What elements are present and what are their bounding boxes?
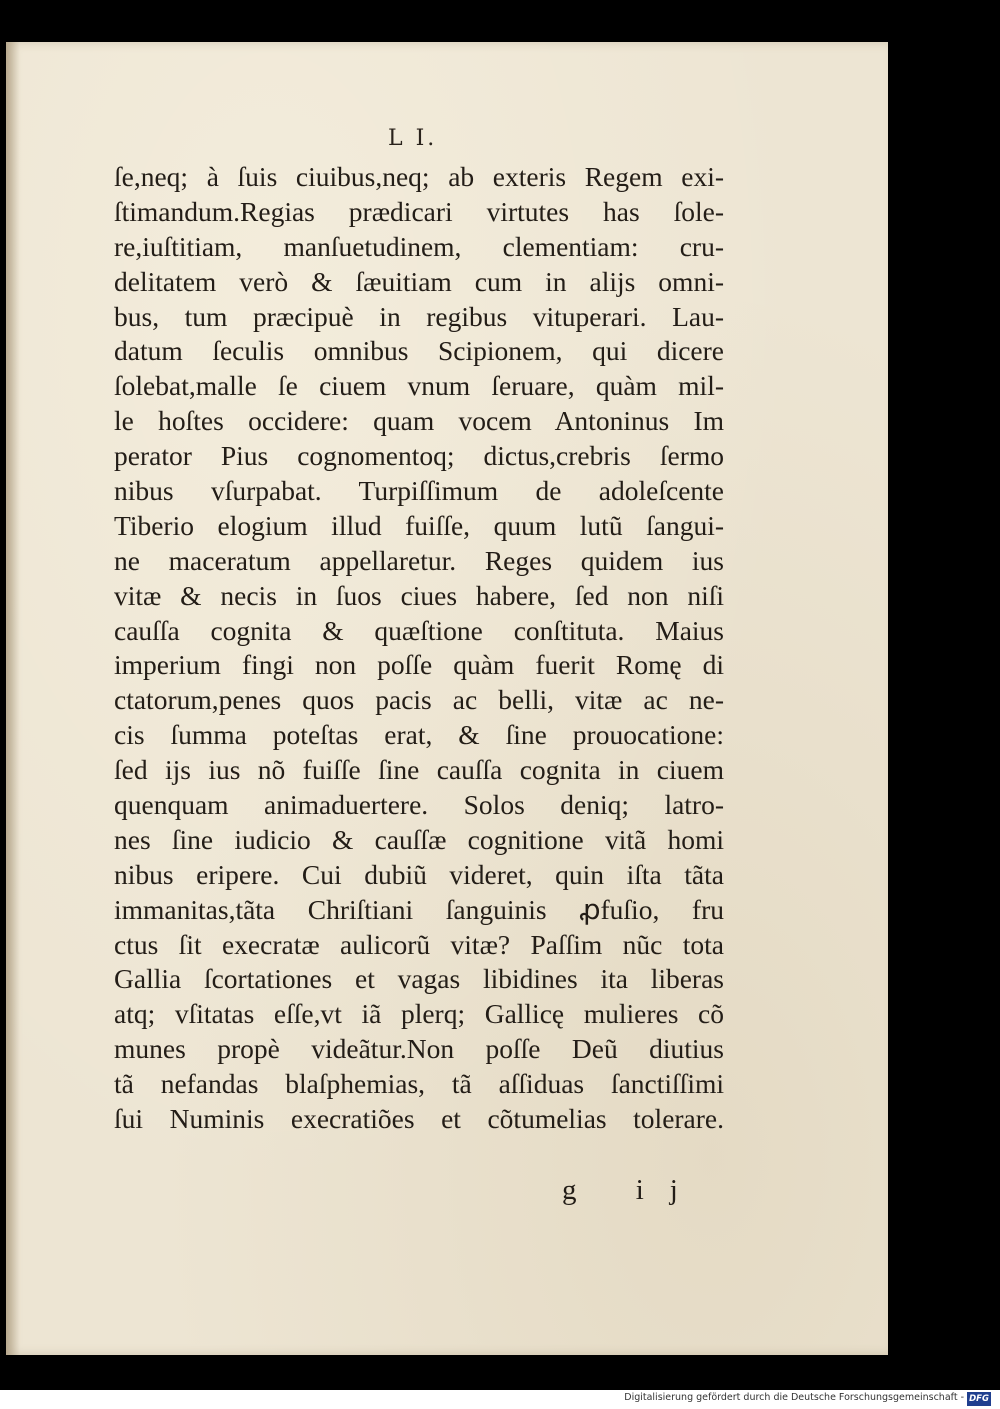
text-line: nes ſine iudicio & cauſſæ cognitione vitã homi — [114, 823, 724, 855]
signature-mark: g ij — [562, 1174, 704, 1206]
text-line: imperium fingi non poſſe quàm fuerit Romę di — [114, 649, 724, 681]
dfg-logo: DFG — [967, 1392, 991, 1406]
text-line: immanitas,tãta Chriſtiani ſanguinis ꝓfuſio, fru — [114, 893, 724, 925]
text-line: quenquam animaduertere. Solos deniq; latro- — [114, 789, 724, 821]
text-line: le hoſtes occidere: quam vocem Antoninus Im — [114, 405, 724, 437]
text-line: cis ſumma poteſtas erat, & ſine prouocatione: — [114, 719, 724, 751]
text-line: delitatem verò & ſæuitiam cum in alijs omni- — [114, 265, 724, 297]
text-line: Tiberio elogium illud fuiſſe, quum lutũ ſangui- — [114, 509, 724, 541]
page-gutter-shadow — [6, 42, 20, 1355]
text-line: ſed ijs ius nõ fuiſſe ſine cauſſa cognita in ciuem — [114, 754, 724, 786]
text-line: re,iuſtitiam, manſuetudinem, clementiam: cru- — [114, 230, 724, 262]
text-line: ctatorum,penes quos pacis ac belli, vitæ ac ne- — [114, 684, 724, 716]
footer-bar — [0, 1390, 1000, 1409]
text-line: atq; vſitatas eſſe,vt iã plerq; Gallicę mulieres cõ — [114, 998, 724, 1030]
text-line: ſui Numinis execratiões et cõtumelias tolerare. — [114, 1103, 724, 1135]
text-line: vitæ & necis in ſuos ciues habere, ſed non niſi — [114, 579, 724, 611]
text-line: tã nefandas blaſphemias, tã aſſiduas ſanctiſſimi — [114, 1068, 724, 1100]
text-line: ſolebat,malle ſe ciuem vnum ſeruare, quàm mil- — [114, 370, 724, 402]
text-line: ctus ſit execratæ aulicorũ vitæ? Paſſim nũc tota — [114, 928, 724, 960]
text-line: ſe,neq; à ſuis ciuibus,neq; ab exteris Regem exi- — [114, 161, 724, 192]
folio-number: L I. — [388, 126, 438, 151]
book-page — [6, 42, 888, 1355]
text-line: ne maceratum appellaretur. Reges quidem ius — [114, 544, 724, 576]
text-line: munes propè videãtur.Non poſſe Deũ diutius — [114, 1033, 724, 1065]
text-line: nibus eripere. Cui dubiũ videret, quin iſta tãta — [114, 858, 724, 890]
text-line: Gallia ſcortationes et vagas libidines ita liberas — [114, 963, 724, 995]
text-block — [114, 160, 724, 1137]
text-line: datum ſeculis omnibus Scipionem, qui dicere — [114, 335, 724, 367]
text-line: perator Pius cognomentoq; dictus,crebris ſermo — [114, 440, 724, 472]
text-line: ſtimandum.Regias prædicari virtutes has ſole- — [114, 195, 724, 227]
text-line: bus, tum præcipuè in regibus vituperari. Lau- — [114, 300, 724, 332]
footer-credit: Digitalisierung gefördert durch die Deutsche Forschungsgemeinschaft - — [624, 1392, 964, 1403]
text-line: cauſſa cognita & quæſtione conſtituta. Maius — [114, 614, 724, 646]
text-line: nibus vſurpabat. Turpiſſimum de adoleſcente — [114, 475, 724, 507]
